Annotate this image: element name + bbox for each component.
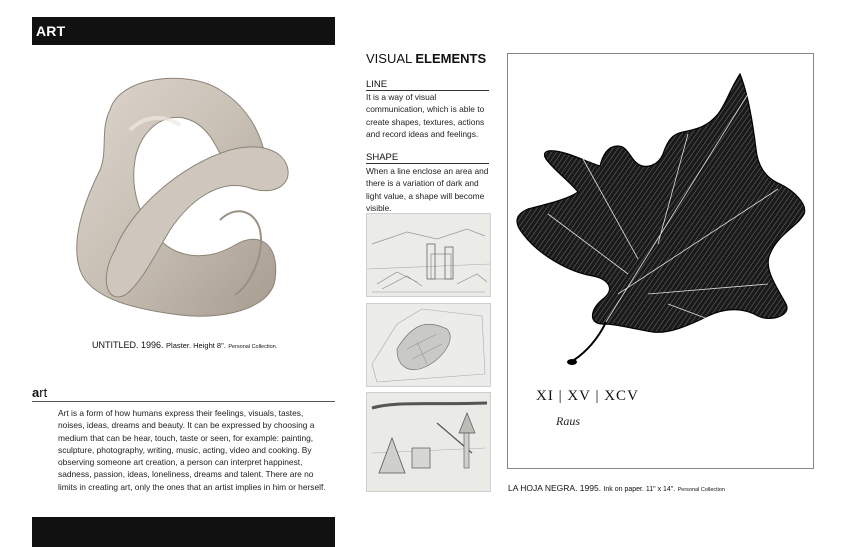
footer-bar <box>32 517 335 547</box>
drawing-thumbnail-cloth <box>366 303 491 387</box>
leaf-drawing-frame <box>507 53 814 469</box>
line-text: It is a way of visual communication, which is able to create shapes, textures, actions and record ideas and feelings. <box>366 92 485 139</box>
sculpture-caption <box>92 340 277 350</box>
divider <box>32 401 335 402</box>
sculpture-image <box>70 70 295 330</box>
caption-collection: Personal Collection <box>677 487 725 493</box>
visual-elements-heading <box>366 51 486 66</box>
shape-text: When a line enclose an area and there is a variation of dark and light value, a shape will become visible. <box>366 166 489 213</box>
drawing-thumbnail-forms <box>366 392 491 492</box>
leaf-drawing-image <box>508 54 813 468</box>
header-bar <box>32 17 335 45</box>
art-heading <box>32 385 47 400</box>
heading-prefix: VISUAL <box>366 51 416 66</box>
caption-detail: Plaster. Height 8". <box>166 341 226 350</box>
signature-name: Raus <box>556 414 580 428</box>
signature-numerals: XI | XV | XCV <box>536 388 639 404</box>
art-heading-rest: rt <box>39 385 48 400</box>
caption-collection: Personal Collection. <box>228 344 278 350</box>
line-title: LINE <box>366 79 388 90</box>
caption-detail: Ink on paper. 11" x 14". <box>603 486 676 493</box>
caption-title: UNTITLED. 1996. <box>92 340 164 350</box>
heading-bold: ELEMENTS <box>415 51 487 66</box>
leaf-caption <box>508 483 725 493</box>
drawing-thumbnail-town <box>366 213 491 297</box>
divider <box>366 163 489 164</box>
section-label: ART <box>36 23 66 39</box>
art-heading-bold: a <box>32 385 40 400</box>
art-body-text: Art is a form of how humans express their feelings, visuals, tastes, noises, ideas, dreams and beauty. It can be expressed by choosing a medium that can be hear, touch, taste or seen, for example: painting, sculpture, photography, writing, music, acting, video and cooking. By observing someone art creation, a person can interpret happinest, sadness, passion, ideas, loneliness, dreams and talent. There are no limits in creating art, only the ones that an artist implies in him or herself. <box>58 408 326 492</box>
caption-title: LA HOJA NEGRA. 1995. <box>508 483 602 493</box>
shape-title: SHAPE <box>366 152 399 163</box>
